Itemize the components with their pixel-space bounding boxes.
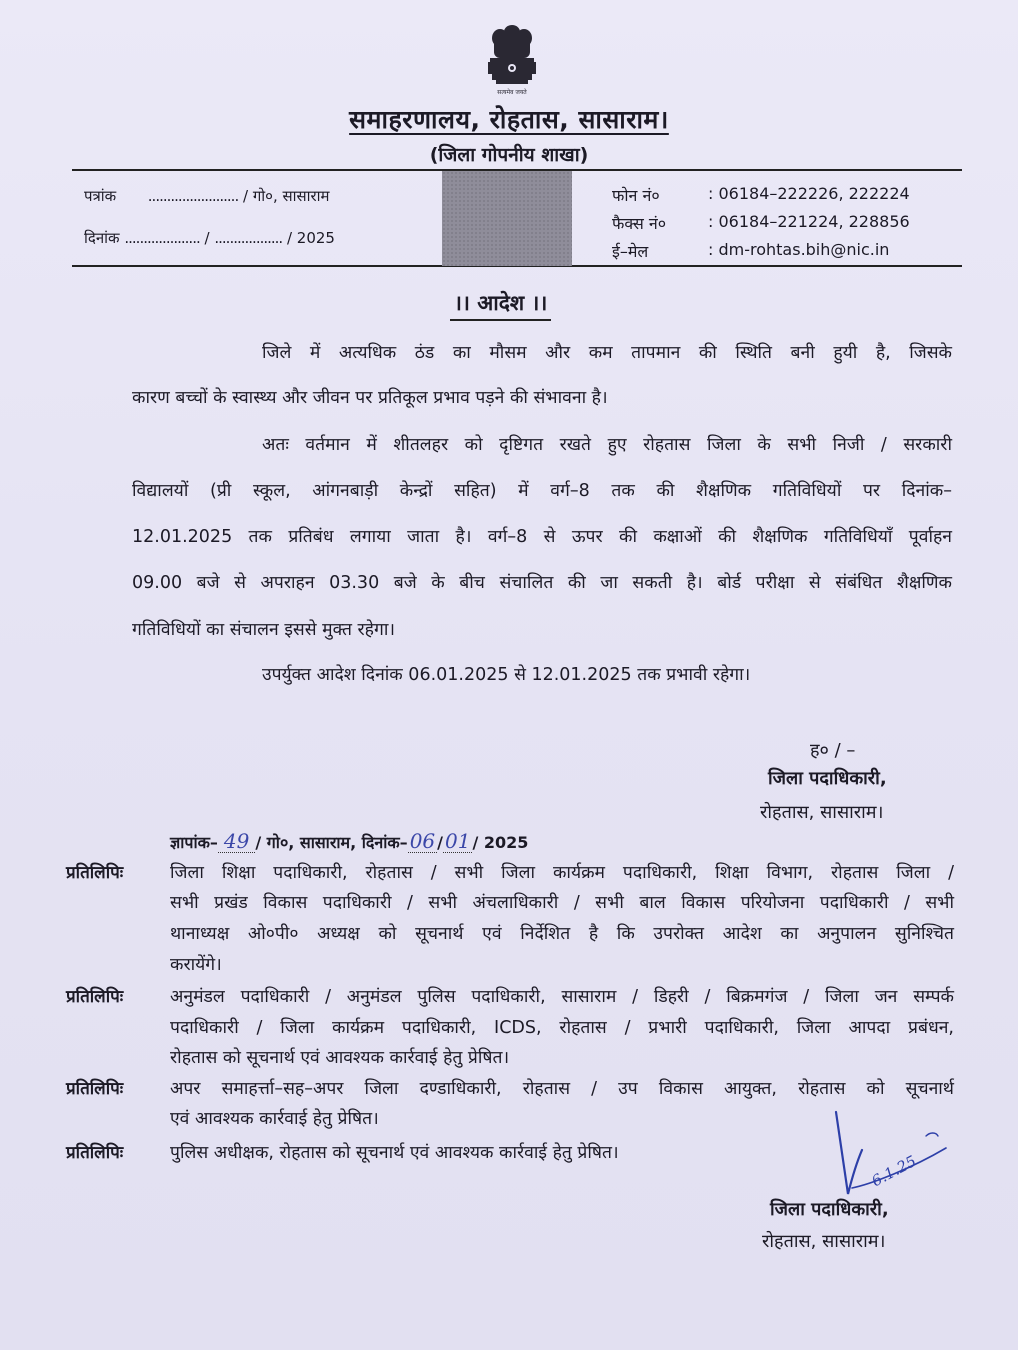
memo-line: ज्ञापांक– 49 / गो०, सासाराम, दिनांक– 06 / 01 / 2025 bbox=[170, 829, 529, 853]
section-name: (जिला गोपनीय शाखा) bbox=[429, 144, 589, 166]
svg-text:सत्यमेव जयते: सत्यमेव जयते bbox=[497, 89, 527, 96]
final-signoff-place: रोहतास, सासाराम। bbox=[762, 1231, 886, 1252]
signature-date: 6.1.25 bbox=[868, 1151, 920, 1191]
para3-line: उपर्युक्त आदेश दिनांक 06.01.2025 से 12.01.2025 तक प्रभावी रहेगा। bbox=[262, 665, 751, 685]
copy-line: पदाधिकारी / जिला कार्यक्रम पदाधिकारी, ICDS, रोहतास / प्रभारी पदाधिकारी, जिला आपदा प्रबंधन, bbox=[170, 1018, 954, 1038]
patrank-row bbox=[84, 186, 330, 206]
para1-line: कारण बच्चों के स्वास्थ्य और जीवन पर प्रतिकूल प्रभाव पड़ने की संभावना है। bbox=[132, 388, 608, 408]
para2-line: गतिविधियों का संचालन इससे मुक्त रहेगा। bbox=[132, 620, 395, 640]
para2-line: विद्यालयों (प्री स्कूल, आंगनबाड़ी केन्द्रों सहित) में वर्ग–8 तक की शैक्षणिक गतिविधियों पर दिनांक– bbox=[132, 481, 952, 501]
contact-email: ई–मेल : dm-rohtas.bih@nic.in bbox=[612, 240, 890, 261]
memo-number-handwritten: 49 bbox=[223, 829, 250, 853]
office-title: समाहरणालय, रोहतास, सासाराम। bbox=[349, 105, 669, 134]
copy-line: सभी प्रखंड विकास पदाधिकारी / सभी अंचलाधिकारी / सभी बाल विकास परियोजना पदाधिकारी / सभी bbox=[170, 893, 954, 913]
para2-line: 12.01.2025 तक प्रतिबंध लगाया जाता है। वर्ग–8 से ऊपर की कक्षाओं की शैक्षणिक गतिविधियाँ पूर्वाहन bbox=[132, 527, 952, 547]
patrank-suffix: / गो०, सासाराम bbox=[243, 187, 330, 205]
copy-line: अनुमंडल पदाधिकारी / अनुमंडल पुलिस पदाधिकारी, सासाराम / डिहरी / बिक्रमगंज / जिला जन सम्पर्क bbox=[170, 987, 954, 1007]
contact-phone: फोन नं० : 06184–222226, 222224 bbox=[612, 184, 910, 205]
memo-month-handwritten: 01 bbox=[444, 829, 471, 853]
para2-line: 09.00 बजे से अपराहन 03.30 बजे के बीच संचालित की जा सकती है। बोर्ड परीक्षा से संबंधित शैक्षणिक bbox=[132, 573, 952, 593]
copy-line: एवं आवश्यक कार्रवाई हेतु प्रेषित। bbox=[170, 1109, 379, 1129]
dinank-sep: / bbox=[204, 229, 210, 247]
contact-fax: फैक्स नं० : 06184–221224, 228856 bbox=[612, 212, 910, 233]
signoff-place: रोहतास, सासाराम। bbox=[760, 802, 884, 823]
patrank-label: पत्रांक bbox=[84, 187, 117, 205]
final-signoff-designation: जिला पदाधिकारी, bbox=[770, 1199, 889, 1220]
dinank-row bbox=[84, 228, 335, 248]
copy-line: अपर समाहर्त्ता–सह–अपर जिला दण्डाधिकारी, रोहतास / उप विकास आयुक्त, रोहतास को सूचनार्थ bbox=[170, 1079, 954, 1099]
copy-label: प्रतिलिपिः bbox=[66, 863, 124, 883]
signature-image bbox=[822, 1108, 952, 1208]
signoff-designation: जिला पदाधिकारी, bbox=[768, 768, 887, 789]
copy-line: थानाध्यक्ष ओ०पी० अध्यक्ष को सूचनार्थ एवं निर्देशित है कि उपरोक्त आदेश का अनुपालन सुनिश्चित bbox=[170, 924, 954, 944]
patrank-blank: ........................ bbox=[147, 187, 239, 205]
memo-day-handwritten: 06 bbox=[409, 829, 436, 853]
dinank-year: / 2025 bbox=[286, 229, 335, 247]
para2-line: अतः वर्तमान में शीतलहर को दृष्टिगत रखते हुए रोहतास जिला के सभी निजी / सरकारी bbox=[262, 435, 952, 455]
copy-line: जिला शिक्षा पदाधिकारी, रोहतास / सभी जिला कार्यक्रम पदाधिकारी, शिक्षा विभाग, रोहतास जिला / bbox=[170, 863, 954, 883]
dinank-label: दिनांक bbox=[84, 229, 120, 247]
signed-mark: ह० / – bbox=[810, 740, 856, 761]
copy-line: पुलिस अधीक्षक, रोहतास को सूचनार्थ एवं आवश्यक कार्रवाई हेतु प्रेषित। bbox=[170, 1143, 619, 1163]
copy-label: प्रतिलिपिः bbox=[66, 1079, 124, 1099]
order-heading: ।। आदेश ।। bbox=[450, 289, 551, 321]
copy-label: प्रतिलिपिः bbox=[66, 1143, 124, 1163]
dinank-day-blank: .................... bbox=[124, 229, 200, 247]
redacted-box bbox=[442, 171, 572, 266]
national-emblem-icon bbox=[484, 22, 540, 100]
copy-line: करायेंगे। bbox=[170, 955, 222, 975]
dinank-month-blank: .................. bbox=[214, 229, 283, 247]
copy-label: प्रतिलिपिः bbox=[66, 987, 124, 1007]
para1-line: जिले में अत्यधिक ठंड का मौसम और कम तापमान की स्थिति बनी हुयी है, जिसके bbox=[262, 343, 952, 363]
copy-line: रोहतास को सूचनार्थ एवं आवश्यक कार्रवाई हेतु प्रेषित। bbox=[170, 1048, 510, 1068]
